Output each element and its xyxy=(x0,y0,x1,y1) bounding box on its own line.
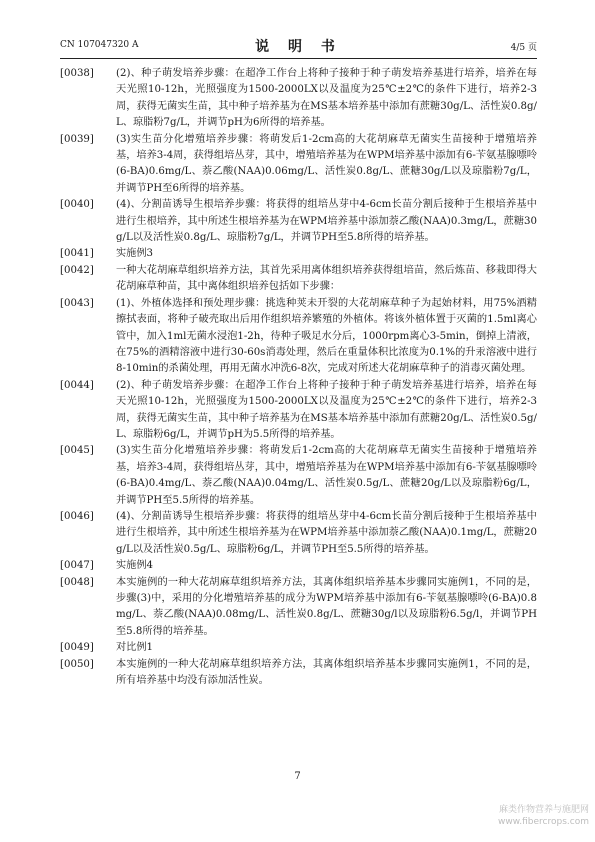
paragraph-text: 一种大花胡麻草组织培养方法，其首先采用离体组织培养获得组培苗，然后炼苗、移栽即得大花胡麻草种苗，其中离体组织培养包括如下步骤： xyxy=(116,264,537,293)
paragraph-number: [0049] xyxy=(60,642,94,654)
paragraph-text: (1)、外植体选择和预处理步骤：挑选种荚未开裂的大花胡麻草种子为起始材料，用75%酒精擦拭表面，将种子破壳取出后用作组织培养繁殖的外植体。将该外植体置于灭菌的1.5ml离心管中，加入1ml无菌水浸泡1-2h，待种子吸足水分后，1000rpm离心3-5min，倒掉上清液，在75%的酒精溶液中进行30-60s消毒处理，然后在重量体积比浓度为0.1%的升汞溶液中进行8-10min的杀菌处理，再用无菌水冲洗6-8次，完成对所述大花胡麻草种子的消毒灭菌处理。 xyxy=(116,297,537,375)
paragraph xyxy=(60,296,537,378)
page-header xyxy=(60,40,537,54)
paragraph xyxy=(60,197,537,246)
paragraph-text: (3)实生苗分化增殖培养步骤：将萌发后1-2cm高的大花胡麻草无菌实生苗接种于增殖培养基，培养3-4周，获得组培丛芽，其中，增殖培养基为在WPM培养基中添加有6-苄氨基腺嘌呤(6-BA)0.4mg/L、萘乙酸(NAA)0.04mg/L、活性炭0.5g/L、蔗糖20g/L以及琼脂粉6g/L，并调节PH至5.5所得的培养基。 xyxy=(116,445,537,506)
paragraph xyxy=(60,132,537,198)
section-heading xyxy=(60,558,537,574)
watermark xyxy=(498,804,589,828)
paragraph xyxy=(60,509,537,558)
page-info: 4/5 页 xyxy=(510,43,537,53)
section-heading-text: 实施例4 xyxy=(116,560,154,572)
paragraph-text: (4)、分割苗诱导生根培养步骤：将获得的组培丛芽中4-6cm长苗分割后接种于生根培养基中进行生根培养，其中所述生根培养基为在WPM培养基中添加萘乙酸(NAA)0.1mg/L，蔗糖20g/L以及活性炭0.5g/L、琼脂粉6g/L，并调节PH至5.5所得的培养基。 xyxy=(116,510,537,555)
paragraph-number: [0041] xyxy=(60,248,94,260)
paragraph-number: [0043] xyxy=(60,297,94,309)
paragraph-number: [0045] xyxy=(60,445,94,457)
paragraph-number: [0046] xyxy=(60,510,94,522)
paragraph-text: 本实施例的一种大花胡麻草组织培养方法，其离体组织培养基本步骤同实施例1，不同的是，所有培养基中均没有添加活性炭。 xyxy=(116,658,537,687)
section-heading xyxy=(60,640,537,656)
paragraph-text: (4)、分割苗诱导生根培养步骤：将获得的组培丛芽中4-6cm长苗分割后接种于生根培养基中进行生根培养，其中所述生根培养基为在WPM培养基中添加萘乙酸(NAA)0.3mg/L，蔗糖30g/L以及活性炭0.8g/L、琼脂粉7g/L，并调节PH至5.8所得的培养基。 xyxy=(116,199,537,244)
paragraph xyxy=(60,657,537,690)
paragraph-text: (3)实生苗分化增殖培养步骤：将萌发后1-2cm高的大花胡麻草无菌实生苗接种于增殖培养基，培养3-4周，获得组培丛芽，其中，增殖培养基为在WPM培养基中添加有6-苄氨基腺嘌呤(6-BA)0.6mg/L、萘乙酸(NAA)0.06mg/L、活性炭0.8g/L、蔗糖30g/L以及琼脂粉7g/L，并调节PH至6所得的培养基。 xyxy=(116,133,537,194)
paragraph xyxy=(60,575,537,641)
watermark-line-1: 麻类作物营养与施肥网 xyxy=(498,805,589,815)
paragraph-number: [0050] xyxy=(60,658,94,670)
paragraph-number: [0039] xyxy=(60,133,94,145)
page-number: 7 xyxy=(294,771,301,782)
paragraph-text: (2)、种子萌发培养步骤：在超净工作台上将种子接种于种子萌发培养基进行培养，培养在每天光照10-12h，光照强度为1500-2000LX以及温度为25℃±2℃的条件下进行，培养2-3周，获得无菌实生苗，其中种子培养基为在MS基本培养基中添加有蔗糖30g/L、活性炭0.8g/L、琼脂粉7g/L，并调节pH为6所得的培养基。 xyxy=(116,68,537,129)
section-heading xyxy=(60,246,537,262)
paragraph xyxy=(60,66,537,132)
paragraph xyxy=(60,443,537,509)
paragraph-text: 本实施例的一种大花胡麻草组织培养方法，其离体组织培养基本步骤同实施例1，不同的是，步骤(3)中，采用的分化增殖培养基的成分为WPM培养基中添加有6-苄氨基腺嘌呤(6-BA)0.8mg/L、萘乙酸(NAA)0.08mg/L、活性炭0.8g/L、蔗糖30g/l以及琼脂粉6.5g/l，并调节PH至5.8所得的培养基。 xyxy=(116,576,537,637)
paragraph xyxy=(60,263,537,296)
section-heading-text: 对比例1 xyxy=(116,642,154,654)
paragraph-number: [0044] xyxy=(60,379,94,391)
header-rule xyxy=(60,58,537,59)
paragraph-text: (2)、种子萌发培养步骤：在超净工作台上将种子接种于种子萌发培养基进行培养，培养在每天光照10-12h，光照强度为1500-2000LX以及温度为25℃±2℃的条件下进行，培养2-3周，获得无菌实生苗，其中种子培养基为在MS基本培养基中添加有蔗糖20g/L、活性炭0.5g/L、琼脂粉6g/L，并调节pH为5.5所得的培养基。 xyxy=(116,379,537,440)
watermark-line-2: www.fibercrops.com xyxy=(498,817,589,827)
document-title: 说 明 书 xyxy=(255,39,342,55)
paragraph xyxy=(60,378,537,444)
publication-number: CN 107047320 A xyxy=(60,40,139,50)
paragraph-number: [0040] xyxy=(60,199,94,211)
paragraph-number: [0048] xyxy=(60,576,94,588)
paragraph-number: [0042] xyxy=(60,264,94,276)
paragraph-number: [0047] xyxy=(60,560,94,572)
paragraph-number: [0038] xyxy=(60,68,94,79)
section-heading-text: 实施例3 xyxy=(116,248,154,260)
document-body xyxy=(60,66,537,689)
